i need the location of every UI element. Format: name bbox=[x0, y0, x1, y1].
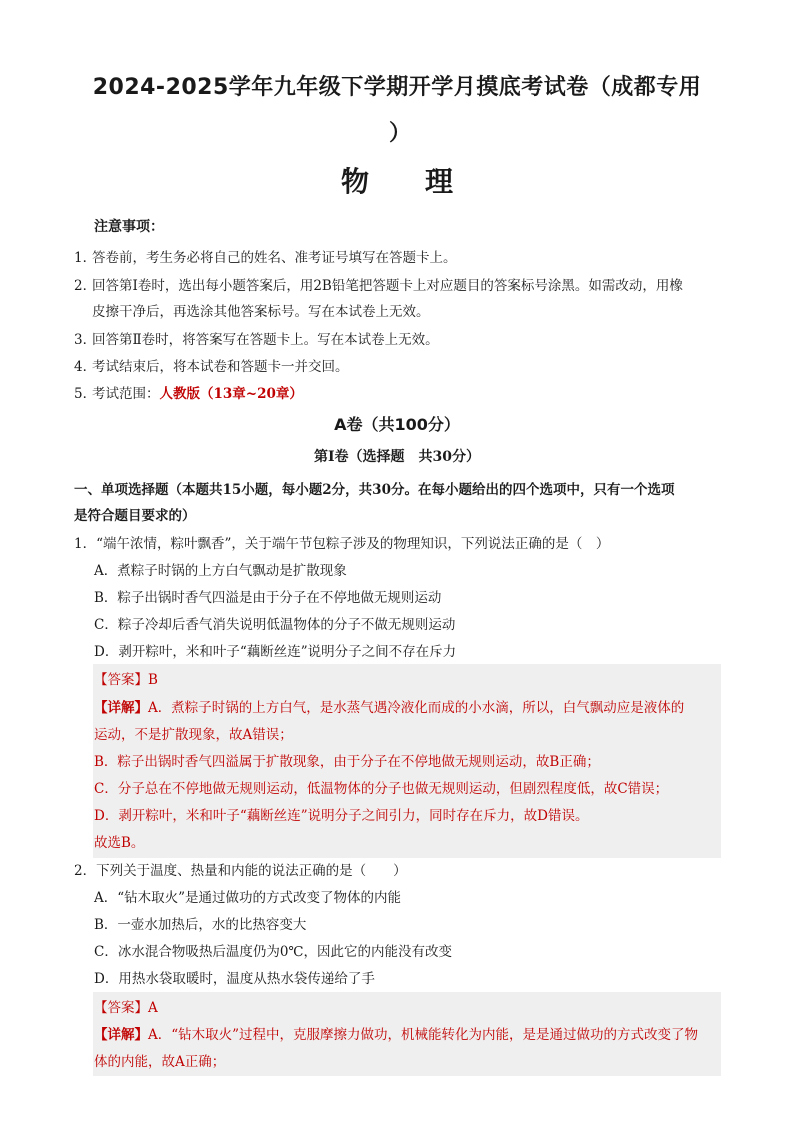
q1-option-a: A．煮粽子时锅的上方白气飘动是扩散现象 bbox=[94, 563, 347, 579]
section-a-heading: A卷（共100分） bbox=[334, 415, 460, 434]
exam-scope-highlight: 人教版（13章~20章） bbox=[159, 386, 303, 402]
subject-title: 物理 bbox=[340, 165, 509, 198]
part1-instructions-line2: 是符合题目要求的） bbox=[74, 508, 196, 524]
q1-option-c: C．粽子冷却后香气消失说明低温物体的分子不做无规则运动 bbox=[94, 617, 456, 633]
q1-option-b: B．粽子出锅时香气四溢是由于分子在不停地做无规则运动 bbox=[94, 590, 442, 606]
part1-instructions-line1: 一、单项选择题（本题共15小题，每小题2分，共30分。在每小题给出的四个选项中，只有一个选项 bbox=[74, 482, 675, 498]
q1-detail-line5: D．剥开粽叶，米和叶子“藕断丝连”说明分子之间引力，同时存在斥力，故D错误。 bbox=[94, 808, 589, 824]
q2-option-d: D．用热水袋取暖时，温度从热水袋传递给了手 bbox=[94, 971, 375, 987]
notice-item-2-cont: 皮擦干净后，再选涂其他答案标号。写在本试卷上无效。 bbox=[92, 304, 430, 320]
q2-option-b: B．一壶水加热后，水的比热容变大 bbox=[94, 917, 307, 933]
q2-stem: 2．下列关于温度、热量和内能的说法正确的是（ ） bbox=[74, 863, 407, 879]
notice-item-5: 5．考试范围：人教版（13章~20章） bbox=[74, 386, 303, 402]
q1-answer: 【答案】B bbox=[94, 672, 158, 688]
q1-detail-line1: 【详解】A．煮粽子时锅的上方白气，是水蒸气遇冷液化而成的小水滴，所以，白气飘动应是液体的 bbox=[94, 700, 685, 716]
title-line-2: ） bbox=[388, 121, 411, 146]
q2-detail-line1: 【详解】A．“钻木取火”过程中，克服摩擦力做功，机械能转化为内能，是是通过做功的方式改变了物 bbox=[94, 1027, 699, 1043]
q2-option-a: A．“钻木取火”是通过做功的方式改变了物体的内能 bbox=[94, 890, 402, 906]
q1-detail-line3: B．粽子出锅时香气四溢属于扩散现象，由于分子在不停地做无规则运动，故B正确； bbox=[94, 754, 600, 770]
notice-item-2: 2．回答第Ⅰ卷时，选出每小题答案后，用2B铅笔把答题卡上对应题目的答案标号涂黑。如需改动，用橡 bbox=[74, 278, 683, 294]
title-line-1: 2024-2025学年九年级下学期开学月摸底考试卷（成都专用 bbox=[92, 75, 702, 100]
notice-heading: 注意事项： bbox=[94, 219, 164, 235]
q1-detail-line4: C．分子总在不停地做无规则运动，低温物体的分子也做无规则运动，但剧烈程度低，故C错误； bbox=[94, 781, 669, 797]
q1-detail-line6: 故选B。 bbox=[94, 835, 145, 851]
notice-item-1: 1．答卷前，考生务必将自己的姓名、准考证号填写在答题卡上。 bbox=[74, 250, 457, 266]
q2-detail-line2: 体的内能，故A正确； bbox=[94, 1054, 226, 1070]
notice-item-4: 4．考试结束后，将本试卷和答题卡一并交回。 bbox=[74, 359, 349, 375]
q2-answer: 【答案】A bbox=[94, 1000, 158, 1016]
notice-item-3: 3．回答第Ⅱ卷时，将答案写在答题卡上。写在本试卷上无效。 bbox=[74, 332, 439, 348]
q1-stem: 1．“端午浓情，粽叶飘香”，关于端午节包粽子涉及的物理知识，下列说法正确的是（ ） bbox=[74, 536, 610, 552]
section-1-heading: 第Ⅰ卷（选择题 共30分） bbox=[313, 449, 481, 465]
q1-detail-line2: 运动，不是扩散现象，故A错误； bbox=[94, 727, 293, 743]
q2-option-c: C．冰水混合物吸热后温度仍为0℃，因此它的内能没有改变 bbox=[94, 944, 453, 960]
q1-option-d: D．剥开粽叶，米和叶子“藕断丝连”说明分子之间不存在斥力 bbox=[94, 644, 457, 660]
